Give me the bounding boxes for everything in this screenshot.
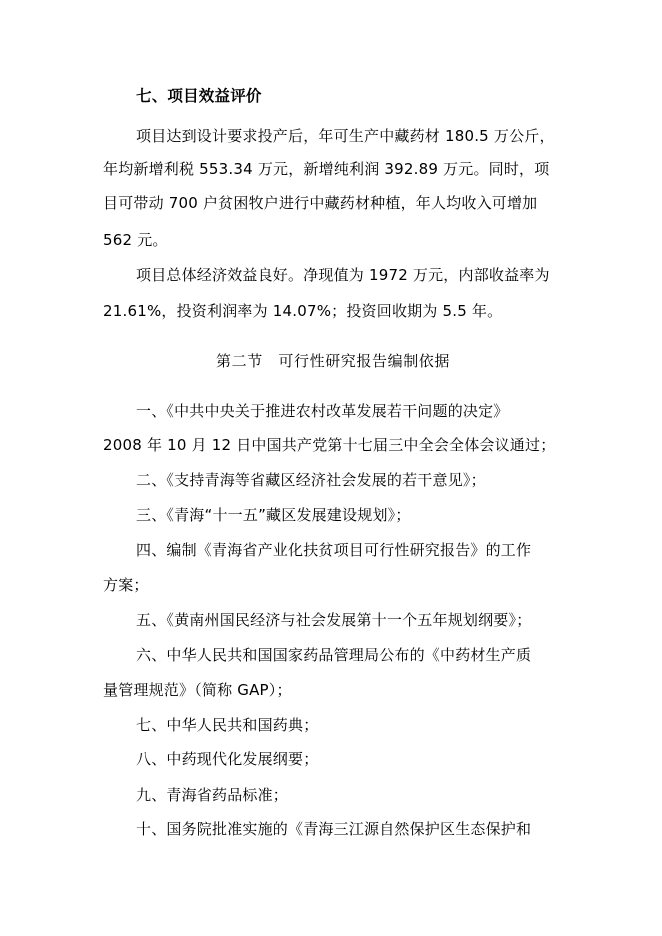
list-item-line: 五、《黄南州国民经济与社会发展第十一个五年规划纲要》； — [136, 611, 532, 629]
section-heading: 七、项目效益评价 — [136, 87, 262, 105]
list-item-line: 十、国务院批准实施的《青海三江源自然保护区生态保护和 — [136, 820, 532, 838]
list-item-line: 七、中华人民共和国药典； — [136, 716, 319, 734]
list-item-line: 八、中药现代化发展纲要； — [136, 750, 319, 768]
list-item-line: 方案； — [103, 576, 149, 594]
list-item-line: 量管理规范》（简称 GAP）； — [103, 681, 292, 699]
list-item-line: 2008 年 10 月 12 日中国共产党第十七届三中全会全体会议通过； — [103, 436, 556, 454]
paragraph-line: 年均新增利税 553.34 万元，新增纯利润 392.89 万元。同时，项 — [103, 160, 550, 178]
list-item-line: 四、编制《青海省产业化扶贫项目可行性研究报告》的工作 — [136, 541, 532, 559]
list-item-line: 九、青海省药品标准； — [136, 786, 289, 804]
paragraph-line: 21.61%，投资利润率为 14.07%；投资回收期为 5.5 年。 — [103, 302, 503, 320]
list-item-line: 二、《支持青海等省藏区经济社会发展的若干意见》； — [136, 471, 486, 489]
list-item-line: 六、中华人民共和国国家药品管理局公布的《中药材生产质 — [136, 646, 532, 664]
paragraph-line: 562 元。 — [103, 231, 168, 249]
section-title: 第二节 可行性研究报告编制依据 — [216, 352, 451, 370]
paragraph-line: 目可带动 700 户贫困牧户进行中藏药材种植，年人均收入可增加 — [103, 194, 538, 212]
list-item-line: 三、《青海“十一五”藏区发展建设规划》； — [136, 506, 411, 524]
paragraph-line: 项目达到设计要求投产后，年可生产中藏药材 180.5 万公斤， — [136, 127, 555, 145]
paragraph-line: 项目总体经济效益良好。净现值为 1972 万元，内部收益率为 — [136, 266, 550, 284]
list-item-line: 一、《中共中央关于推进农村改革发展若干问题的决定》 — [136, 402, 509, 420]
